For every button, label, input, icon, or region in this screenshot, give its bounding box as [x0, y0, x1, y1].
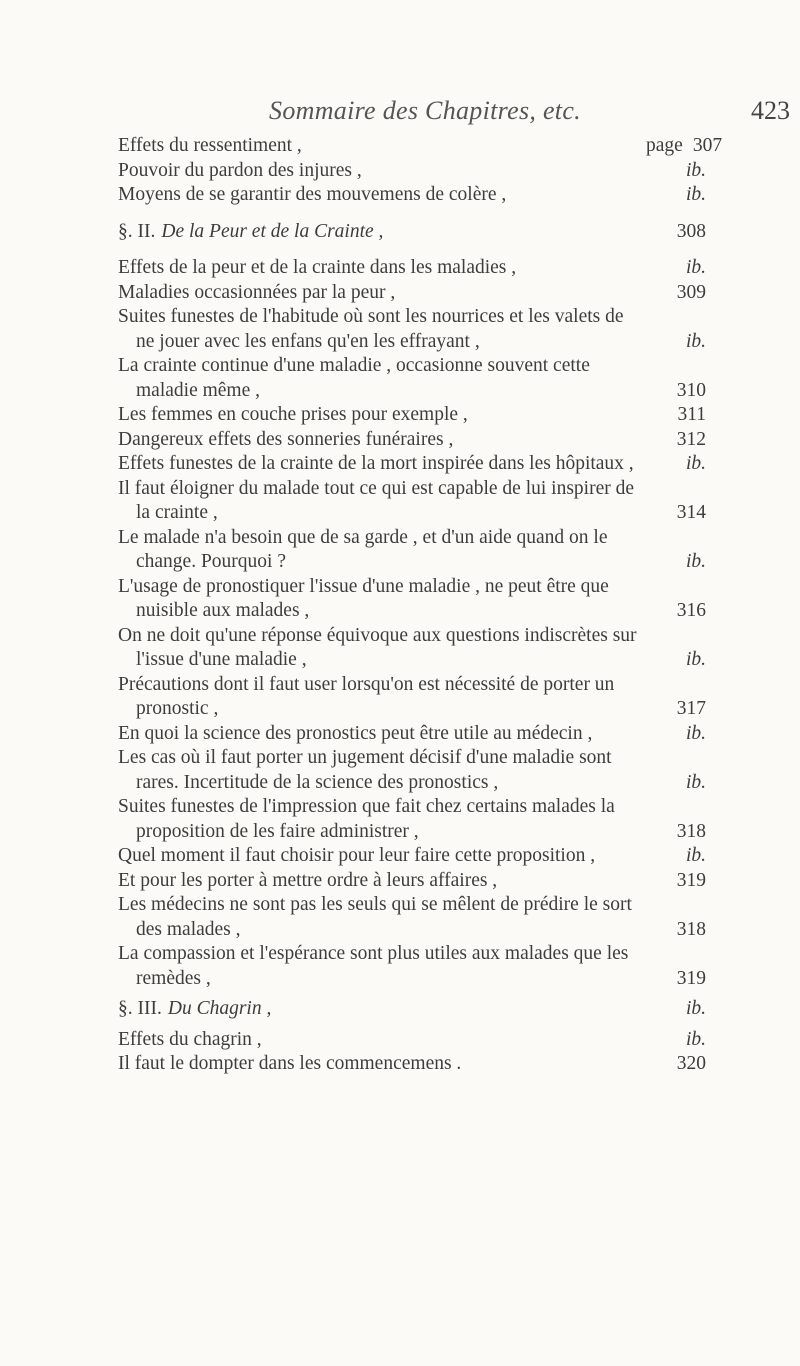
toc-entry-text: Les cas où il faut porter un jugement décisif d'une maladie sont rares. Incertitude de la science des pronostics ,	[118, 747, 612, 793]
section-heading	[118, 220, 706, 245]
toc-entry-text: Effets du ressentiment ,	[118, 135, 302, 156]
toc-entry-page: ib.	[685, 184, 706, 205]
running-head-title: Sommaire des Chapitres, etc.	[269, 96, 581, 125]
toc-entry-text: Il faut éloigner du malade tout ce qui est capable de lui inspirer de la crainte ,	[118, 477, 635, 523]
toc-entry-page: 318	[676, 820, 706, 842]
section-page: 308	[676, 220, 706, 242]
toc-entry-text: La compassion et l'espérance sont plus utiles aux malades que les remèdes ,	[118, 943, 629, 989]
toc-entry-page: 318	[676, 918, 706, 940]
toc-entry	[118, 893, 706, 942]
toc-entry-text: Pouvoir du pardon des injures ,	[118, 159, 362, 181]
running-head	[100, 96, 790, 130]
toc-entry-page: 316	[676, 600, 706, 621]
toc-entry-page: 309	[676, 281, 706, 303]
toc-entry-page: ib.	[685, 159, 706, 181]
toc-entry-text: Il faut le dompter dans les commencemens .	[118, 1053, 462, 1074]
toc-entry	[118, 942, 706, 991]
toc-entry-page: 319	[676, 967, 706, 989]
toc-entry-text: Maladies occasionnées par la peur ,	[118, 281, 396, 303]
toc-entry	[118, 526, 706, 575]
toc-entry	[118, 403, 706, 428]
toc-entry-page: 314	[676, 502, 706, 523]
toc-entry	[118, 746, 706, 795]
toc-entry-page: ib.	[685, 257, 706, 278]
toc-entry-text: Et pour les porter à mettre ordre à leurs affaires ,	[118, 869, 498, 891]
toc-entry	[118, 673, 706, 722]
toc-entry-page: ib.	[685, 771, 706, 793]
section-page: ib.	[685, 998, 706, 1019]
section-title: De la Peur et de la Crainte ,	[161, 220, 384, 242]
toc-entry-page: ib.	[685, 551, 706, 572]
toc-entry-page: 310	[676, 379, 706, 401]
toc-entry-text: Précautions dont il faut user lorsqu'on est nécessité de porter un pronostic ,	[118, 673, 615, 719]
toc-entry	[118, 159, 706, 184]
toc-entry-text: Le malade n'a besoin que de sa garde , et d'un aide quand on le change. Pourquoi ?	[118, 526, 608, 572]
toc-entry-page: 319	[676, 869, 706, 891]
toc-entry-page: 312	[676, 428, 706, 450]
toc-entry-page: 320	[676, 1053, 706, 1074]
toc-entry	[118, 354, 706, 403]
toc-entry	[118, 1052, 706, 1077]
page-label: page	[646, 135, 683, 156]
toc-entry-text: On ne doit qu'une réponse équivoque aux questions indiscrètes sur l'issue d'une maladie ,	[118, 624, 637, 670]
toc-entry-text: Les médecins ne sont pas les seuls qui se mêlent de prédire le sort des malades ,	[118, 894, 632, 940]
toc-entry-text: Effets funestes de la crainte de la mort inspirée dans les hôpitaux ,	[118, 453, 634, 474]
toc-entry-text: L'usage de pronostiquer l'issue d'une maladie , ne peut être que nuisible aux malades ,	[118, 575, 609, 621]
toc-entry-text: Les femmes en couche prises pour exemple ,	[118, 404, 468, 425]
toc-entry-text: Dangereux effets des sonneries funéraires ,	[118, 428, 454, 450]
page-number: 423	[751, 96, 790, 125]
toc-entry	[118, 795, 706, 844]
toc-entry	[118, 477, 706, 526]
toc-entry	[118, 722, 706, 747]
section-title: Du Chagrin ,	[167, 998, 272, 1019]
toc-entry-page: 311	[677, 404, 706, 425]
toc-entry-text: Quel moment il faut choisir pour leur faire cette proposition ,	[118, 845, 596, 866]
section-heading	[118, 997, 706, 1022]
toc-entry-page: ib.	[685, 722, 706, 744]
table-of-contents	[118, 134, 723, 1077]
toc-entry	[118, 305, 706, 354]
toc-entry-text: Effets de la peur et de la crainte dans les maladies ,	[118, 257, 517, 278]
section-symbol: §. III.	[118, 998, 162, 1019]
section-symbol: §. II.	[118, 220, 156, 242]
toc-entry	[118, 869, 706, 894]
toc-entry	[118, 452, 706, 477]
toc-entry-text: Suites funestes de l'impression que fait chez certains malades la proposition de les faire administrer ,	[118, 796, 615, 842]
toc-entry-page: ib.	[685, 845, 706, 866]
toc-entry	[118, 134, 723, 159]
toc-entry	[118, 281, 706, 306]
toc-entry-text: Moyens de se garantir des mouvemens de colère ,	[118, 184, 507, 205]
toc-entry-page: 317	[676, 698, 706, 719]
toc-entry-page: ib.	[685, 1028, 706, 1050]
toc-entry-text: La crainte continue d'une maladie , occasionne souvent cette maladie même ,	[118, 355, 590, 401]
toc-entry-text: En quoi la science des pronostics peut être utile au médecin ,	[118, 722, 593, 744]
toc-entry-page: ib.	[685, 330, 706, 352]
toc-entry-page: ib.	[685, 649, 706, 670]
toc-entry	[118, 844, 706, 869]
toc-entry	[118, 624, 706, 673]
toc-entry	[118, 428, 706, 453]
toc-entry-page: ib.	[685, 453, 706, 474]
toc-entry	[118, 183, 706, 208]
toc-entry	[118, 1028, 706, 1053]
toc-entry	[118, 575, 706, 624]
toc-entry	[118, 256, 706, 281]
toc-entry-text: Effets du chagrin ,	[118, 1028, 262, 1050]
toc-entry-text: Suites funestes de l'habitude où sont les nourrices et les valets de ne jouer avec les enfans qu'en les effrayant ,	[118, 306, 624, 352]
toc-entry-page: 307	[692, 135, 723, 156]
